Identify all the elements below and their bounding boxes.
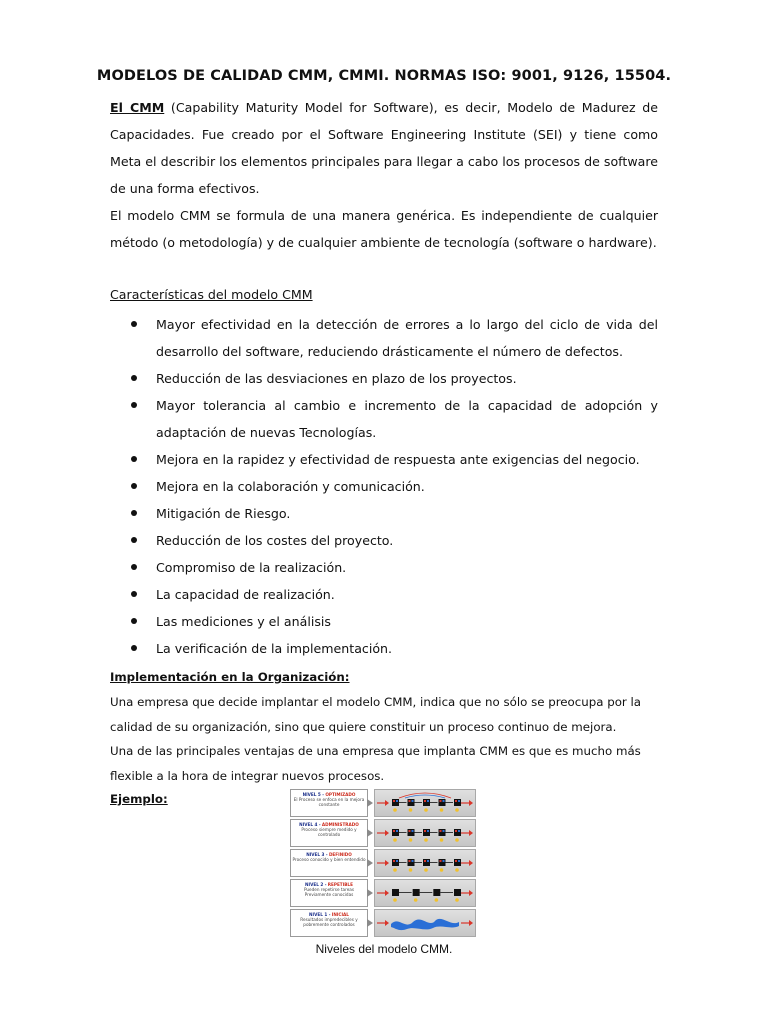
characteristics-heading: Características del modelo CMM [110, 287, 313, 302]
cmm-level-row [288, 909, 476, 937]
implementation-paragraph-1: Una empresa que decide implantar el modelo CMM, indica que no sólo se preocupa por la calidad de su organización, sino que quiere constituir un proceso continuo de mejora. [110, 695, 642, 734]
arrow-right-icon [367, 799, 373, 807]
process-diagram-panel [374, 879, 476, 907]
process-diagram-panel [374, 849, 476, 877]
example-label: Ejemplo: [110, 792, 168, 806]
cmm-level-box [290, 849, 368, 877]
process-diagram-panel [374, 819, 476, 847]
implementation-heading: Implementación en la Organización: [110, 670, 350, 684]
arrow-right-icon [367, 919, 373, 927]
cmm-level-row [288, 789, 476, 817]
list-item: La capacidad de realización. [110, 581, 658, 608]
level-name: NIVEL 3 - [306, 852, 328, 857]
list-item: Compromiso de la realización. [110, 554, 658, 581]
level-name: NIVEL 1 - [309, 912, 331, 917]
process-diagram-icon [375, 910, 475, 936]
list-item: Mayor efectividad en la detección de errores a lo largo del ciclo de vida del desarrollo del software, reduciendo drásticamente el número de defectos. [110, 311, 658, 365]
process-diagram-panel [374, 909, 476, 937]
level-description: Pueden repetirse tareas Previamente conocidas [303, 887, 355, 897]
level-description: El Proceso se enfoca en la mejora constante [293, 797, 365, 807]
cmm-levels-figure [288, 789, 476, 939]
level-description: Proceso siempre medido y controlado [301, 827, 357, 837]
list-item: La verificación de la implementación. [110, 635, 658, 662]
bullet-icon [131, 375, 137, 381]
characteristics-list [110, 311, 658, 662]
level-description: Resultados impredecibles y pobremente controlados [300, 917, 358, 927]
bullet-icon [131, 591, 137, 597]
intro-text: (Capability Maturity Model for Software), es decir, Modelo de Madurez de Capacidades. Fue creado por el Software Engineering Institute (SEI) y tiene como Meta el describir los elementos principales para llegar a cabo los procesos de software de una forma efectivos. [110, 100, 658, 196]
level-description: Proceso conocido y bien entendido [292, 857, 366, 862]
process-diagram-panel [374, 789, 476, 817]
list-item: Mayor tolerancia al cambio e incremento de la capacidad de adopción y adaptación de nuevas Tecnologías. [110, 392, 658, 446]
level-subtitle: INICIAL [331, 912, 349, 917]
arrow-right-icon [367, 829, 373, 837]
arrow-right-icon [367, 859, 373, 867]
cmm-level-row [288, 819, 476, 847]
cmm-level-box [290, 819, 368, 847]
bullet-icon [131, 564, 137, 570]
level-subtitle: ADMINISTRADO [321, 822, 359, 827]
bullet-icon [131, 402, 137, 408]
list-item: Mejora en la rapidez y efectividad de respuesta ante exigencias del negocio. [110, 446, 658, 473]
process-diagram-icon [375, 850, 475, 876]
level-name: NIVEL 4 - [299, 822, 321, 827]
cmm-level-box [290, 879, 368, 907]
implementation-paragraph-2: Una de las principales ventajas de una empresa que implanta CMM es que es mucho más flexible a la hora de integrar nuevos procesos. [110, 744, 641, 783]
figure-caption: Niveles del modelo CMM. [315, 942, 453, 956]
level-subtitle: OPTIMIZADO [325, 792, 356, 797]
level-subtitle: REPETIBLE [327, 882, 353, 887]
intro-paragraph-2: El modelo CMM se formula de una manera genérica. Es independiente de cualquier método (o metodología) y de cualquier ambiente de tecnología (software o hardware). [110, 208, 658, 250]
bullet-icon [131, 537, 137, 543]
intro-term: El CMM [110, 100, 165, 115]
cmm-level-box [290, 909, 368, 937]
bullet-icon [131, 483, 137, 489]
level-name: NIVEL 2 - [305, 882, 327, 887]
process-diagram-icon [375, 820, 475, 846]
list-item: Reducción de los costes del proyecto. [110, 527, 658, 554]
list-item: Mitigación de Riesgo. [110, 500, 658, 527]
bullet-icon [131, 645, 137, 651]
list-item: Reducción de las desviaciones en plazo de los proyectos. [110, 365, 658, 392]
bullet-icon [131, 456, 137, 462]
intro-paragraph [110, 94, 658, 202]
process-diagram-icon [375, 880, 475, 906]
cmm-level-row [288, 879, 476, 907]
page-title: MODELOS DE CALIDAD CMM, CMMI. NORMAS ISO: 9001, 9126, 15504. [96, 68, 672, 84]
list-item: Mejora en la colaboración y comunicación. [110, 473, 658, 500]
bullet-icon [131, 618, 137, 624]
level-name: NIVEL 5 - [302, 792, 324, 797]
list-item: Las mediciones y el análisis [110, 608, 658, 635]
cmm-level-row [288, 849, 476, 877]
process-diagram-icon [375, 790, 475, 816]
level-subtitle: DEFINIDO [328, 852, 352, 857]
bullet-icon [131, 321, 137, 327]
arrow-right-icon [367, 889, 373, 897]
bullet-icon [131, 510, 137, 516]
cmm-level-box [290, 789, 368, 817]
